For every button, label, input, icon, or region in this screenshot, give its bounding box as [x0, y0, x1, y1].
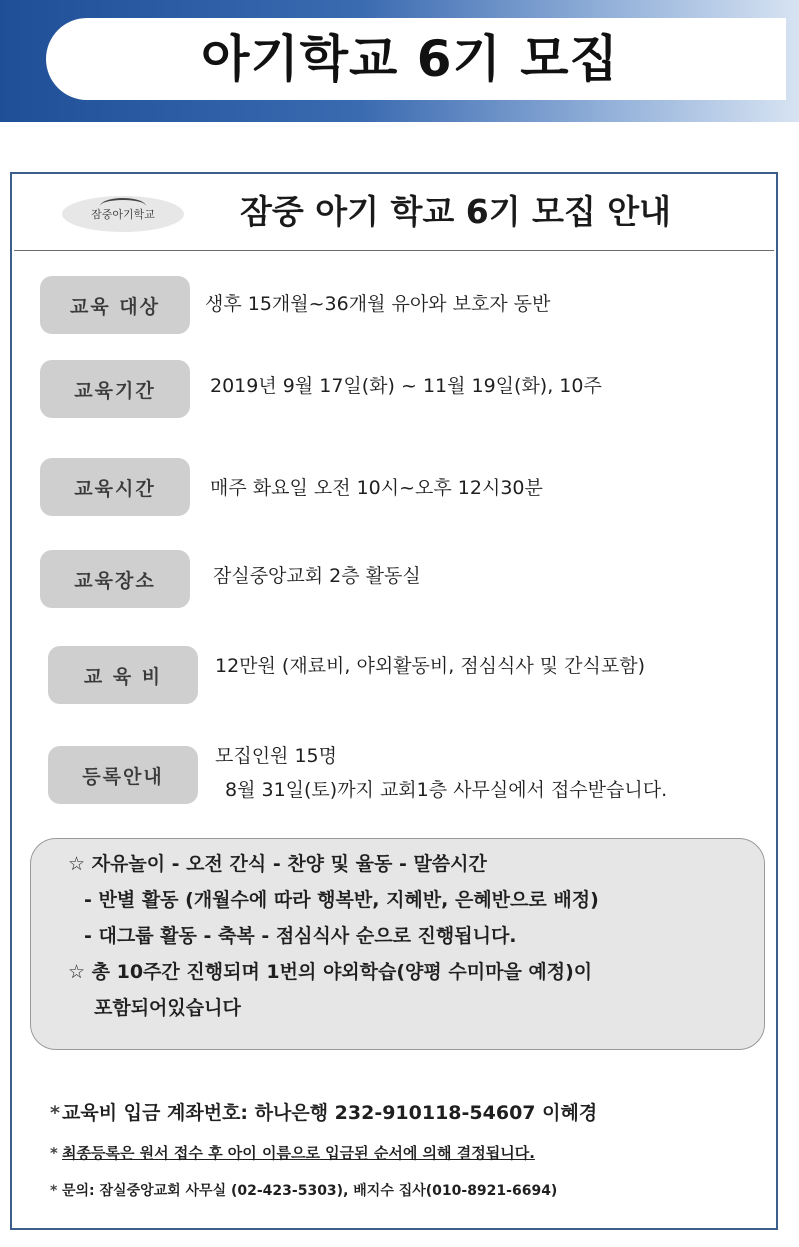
bullet-star: * [50, 1102, 60, 1124]
logo-text: 잠중아기학교 [91, 208, 155, 221]
value-period: 2019년 9월 17일(화) ~ 11월 19일(화), 10주 [210, 375, 602, 397]
notice-heading: 잠중 아기 학교 6기 모집 안내 [240, 192, 672, 231]
footer-registration [50, 1142, 535, 1163]
label-fee: 교 육 비 [48, 646, 198, 704]
school-logo-icon [62, 196, 184, 232]
value-time: 매주 화요일 오전 10시~오후 12시30분 [210, 477, 543, 499]
footer-account-text: 교육비 입금 계좌번호: 하나은행 232-910118-54607 이혜경 [62, 1102, 598, 1124]
bullet-star: * [50, 1183, 58, 1199]
value-fee: 12만원 (재료비, 야외활동비, 점심식사 및 간식포함) [215, 655, 646, 677]
label-period: 교육기간 [40, 360, 190, 418]
value-target: 생후 15개월~36개월 유아와 보호자 동반 [205, 293, 551, 315]
value-place: 잠실중앙교회 2층 활동실 [213, 565, 421, 587]
footer-registration-text: 최종등록은 원서 접수 후 아이 이름으로 입금된 순서에 의해 결정됩니다. [62, 1144, 535, 1162]
value-registration-quota: 모집인원 15명 [215, 745, 337, 767]
page-title: 아기학교 6기 모집 [201, 30, 619, 88]
footer-contact-text: 문의: 잠실중앙교회 사무실 (02-423-5303), 배지수 집사(010-8921-6694) [62, 1183, 558, 1199]
note-line: - 대그룹 활동 - 축복 - 점심식사 순으로 진행됩니다. [84, 925, 517, 947]
footer-account [50, 1098, 597, 1125]
value-registration-deadline: 8월 31일(토)까지 교회1층 사무실에서 접수받습니다. [225, 779, 668, 801]
label-time: 교육시간 [40, 458, 190, 516]
heading-divider [14, 250, 774, 251]
label-place: 교육장소 [40, 550, 190, 608]
label-target: 교육 대상 [40, 276, 190, 334]
bullet-star: * [50, 1144, 58, 1162]
note-line: 포함되어있습니다 [94, 997, 241, 1019]
note-line: ☆ 자유놀이 - 오전 간식 - 찬양 및 율동 - 말씀시간 [68, 853, 487, 875]
footer-contact [50, 1180, 557, 1200]
note-line: ☆ 총 10주간 진행되며 1번의 야외학습(양평 수미마을 예정)이 [68, 961, 593, 983]
note-line: - 반별 활동 (개월수에 따라 행복반, 지혜반, 은혜반으로 배정) [84, 889, 599, 911]
label-registration: 등록안내 [48, 746, 198, 804]
